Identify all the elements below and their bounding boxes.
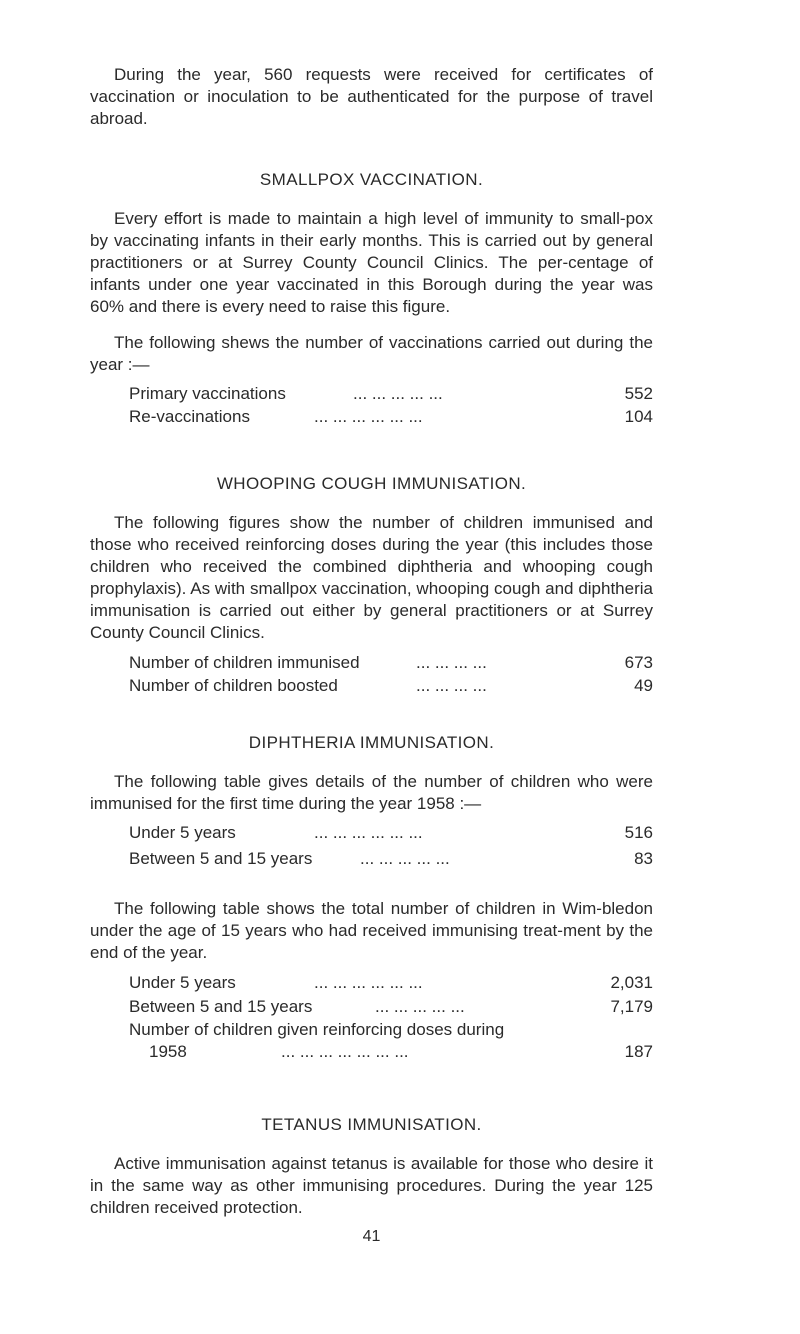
- page-number: 41: [362, 1228, 381, 1245]
- leader-dots: ... ... ... ... ...: [360, 849, 450, 868]
- smallpox-heading: SMALLPOX VACCINATION.: [259, 170, 484, 189]
- table-row: [129, 1019, 653, 1063]
- row-value: 516: [624, 823, 653, 842]
- table-row: [129, 652, 653, 674]
- smallpox-paragraph: Every effort is made to maintain a high level of immunity to small-pox by vaccinating infants in their early months. This is carried out by general practitioners or at Surrey County Council Clinics. The per-centage of infants under one year vaccinated in this Borough during the year was 60% and there is every need to raise this figure.: [90, 209, 653, 316]
- diphtheria-paragraph: The following table gives details of the number of children who were immunised for the first time during the year 1958 :—: [90, 772, 653, 813]
- leader-dots: ... ... ... ... ... ...: [314, 973, 423, 992]
- row-value: 7,179: [610, 997, 653, 1016]
- table-row: [129, 406, 653, 428]
- row-value: 49: [634, 676, 653, 695]
- row-label: Number of children given reinforcing doses during: [129, 1020, 505, 1039]
- table-row: [129, 822, 653, 844]
- row-label: Under 5 years: [129, 973, 236, 992]
- intro-paragraph: During the year, 560 requests were received for certificates of vaccination or inoculation to be authenticated for the purpose of travel abroad.: [90, 65, 653, 128]
- tetanus-heading: TETANUS IMMUNISATION.: [261, 1115, 482, 1134]
- tetanus-paragraph: Active immunisation against tetanus is available for those who desire it in the same way as other immunising procedures. During the year 125 children received protection.: [90, 1154, 653, 1217]
- table-row: [129, 383, 653, 405]
- table-row: [129, 972, 653, 994]
- whooping-heading: WHOOPING COUGH IMMUNISATION.: [216, 474, 527, 493]
- leader-dots: ... ... ... ... ...: [375, 997, 465, 1016]
- row-label: Under 5 years: [129, 823, 236, 842]
- row-value: 83: [634, 849, 653, 868]
- row-label: Between 5 and 15 years: [129, 997, 313, 1016]
- table-row: [129, 675, 653, 697]
- row-value: 673: [624, 653, 653, 672]
- row-value: 552: [624, 384, 653, 403]
- whooping-paragraph: The following figures show the number of children immunised and those who received reinforcing doses during the year (this includes those children who received the combined diphtheria and whooping cough prophylaxis). As with smallpox vaccination, whooping cough and diphtheria immunisation is carried out either by general practitioners or at Surrey County Council Clinics.: [90, 513, 653, 642]
- row-label: Number of children immunised: [129, 653, 360, 672]
- row-value: 104: [624, 407, 653, 426]
- leader-dots: ... ... ... ... ...: [353, 384, 443, 403]
- smallpox-table-intro: The following shews the number of vaccinations carried out during the year :—: [90, 333, 653, 374]
- diphtheria-total-paragraph: The following table shows the total number of children in Wim-bledon under the age of 15 years who had received immunising treat-ment by the end of the year.: [90, 899, 653, 962]
- diphtheria-heading: DIPHTHERIA IMMUNISATION.: [248, 733, 495, 752]
- table-row: [129, 848, 653, 870]
- row-value: 187: [624, 1042, 653, 1061]
- table-row: [129, 996, 653, 1018]
- leader-dots: ... ... ... ...: [416, 653, 487, 672]
- row-label: Between 5 and 15 years: [129, 849, 313, 868]
- leader-dots: ... ... ... ... ... ...: [314, 407, 423, 426]
- leader-dots: ... ... ... ... ... ... ...: [281, 1042, 409, 1061]
- row-label: Re-vaccinations: [129, 407, 250, 426]
- row-label: Number of children boosted: [129, 676, 338, 695]
- row-value: 2,031: [610, 973, 653, 992]
- leader-dots: ... ... ... ... ... ...: [314, 823, 423, 842]
- leader-dots: ... ... ... ...: [416, 676, 487, 695]
- row-label: Primary vaccinations: [129, 384, 286, 403]
- row-label-continued: 1958: [149, 1042, 187, 1061]
